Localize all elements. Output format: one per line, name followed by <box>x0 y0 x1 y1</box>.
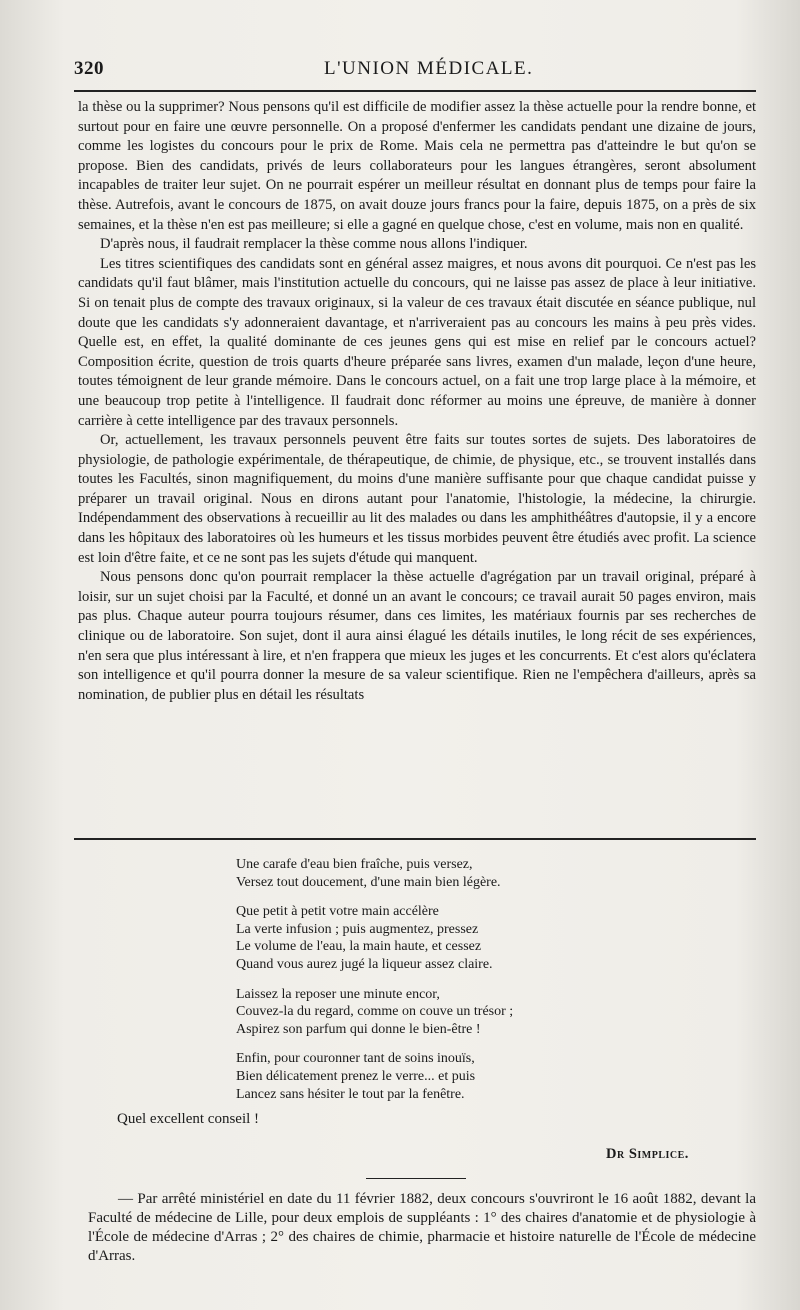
article-body <box>78 98 756 705</box>
section-rule <box>74 838 756 840</box>
poem-line: Versez tout doucement, d'une main bien légère. <box>236 874 501 890</box>
poem-line: Aspirez son parfum qui donne le bien-être ! <box>236 1021 481 1037</box>
journal-title: L'UNION MÉDICALE. <box>324 58 534 79</box>
poem-line: Bien délicatement prenez le verre... et puis <box>236 1068 476 1084</box>
news-notice <box>88 1190 756 1266</box>
poem-stanza <box>236 986 656 1039</box>
poem-line: La verte infusion ; puis augmentez, pressez <box>236 921 479 937</box>
poem-line: Lancez sans hésiter le tout par la fenêtre. <box>236 1086 465 1102</box>
poem-line: Quand vous aurez jugé la liqueur assez claire. <box>236 956 493 972</box>
article-paragraph: Les titres scientifiques des candidats sont en général assez maigres, et nous avons dit pourquoi. Ce n'est pas les candidats qu'il faut blâmer, mais l'institution actuelle du concours, qui ne laisse pas assez de place à leur initiative. Si on tenait plus de compte des travaux originaux, si la valeur de ces travaux était discutée en séance publique, nul doute que les candidats s'y adonneraient davantage, et n'arriveraient pas au concours les mains à peu près vides. Quelle est, en effet, la qualité dominante de ces jeunes gens qui est mise en relief par le concours actuel? Composition écrite, question de trois quarts d'heure préparée sans livres, examen d'un malade, leçon d'une heure, toutes témoignent de leur grande mémoire. Dans le concours actuel, on a fait une trop large place à la mémoire, et une beaucoup trop petite à l'intelligence. Il faudrait donc réformer au moins une épreuve, de manière à donner carrière à cette intelligence par des travaux personnels. <box>78 255 756 429</box>
poem <box>236 856 656 1115</box>
poem-stanza <box>236 1050 656 1103</box>
poem-stanza <box>236 856 656 891</box>
page-header <box>74 58 754 84</box>
article-paragraph: la thèse ou la supprimer? Nous pensons qu'il est difficile de modifier assez la thèse actuelle pour la rendre bonne, et surtout pour en faire une œuvre personnelle. On a proposé d'enfermer les candidats pendant une dizaine de jours, comme les logistes du concours pour le prix de Rome. Mais cela ne permettra pas d'atteindre le but qu'on se propose. Bien des candidats, privés de leurs collaborateurs pour les langues étrangères, seront absolument incapables de traiter leur sujet. On ne pourrait espérer un meilleur résultat en donnant plus de temps pour faire la thèse. Autrefois, avant le concours de 1875, on avait douze jours francs pour la faire, depuis 1875, on a près de six semaines, et la thèse n'en est pas meilleure; si elle a gagné en quelque chose, c'est en volume, mais non en qualité. <box>78 99 756 233</box>
conclusion-text: Quel excellent conseil ! <box>117 1111 260 1127</box>
poem-stanza <box>236 903 656 973</box>
poem-line: Enfin, pour couronner tant de soins inouïs, <box>236 1051 475 1067</box>
header-rule <box>74 90 756 92</box>
article-paragraph: D'après nous, il faudrait remplacer la thèse comme nous allons l'indiquer. <box>100 236 528 253</box>
article-paragraph: Or, actuellement, les travaux personnels peuvent être faits sur toutes sortes de sujets. Des laboratoires de physiologie, de pathologie expérimentale, de thérapeutique, de chimie, de physique, etc., se trouvent installés dans toutes les Facultés, sinon magnifiquement, du moins d'une manière suffisante pour que chaque candidat puisse y préparer un travail original. Nous en dirons autant pour l'anatomie, l'histologie, la médecine, la chirurgie. Indépendamment des observations à recueillir au lit des malades ou dans les amphithéâtres d'autopsie, il y a encore dans les hôpitaux des laboratoires où les humeurs et les tissus morbides peuvent être étudiés avec profit. La science est loin d'être faite, et ce ne sont pas les sujets d'étude qui manquent. <box>78 432 756 566</box>
poem-line: Le volume de l'eau, la main haute, et cessez <box>236 939 482 955</box>
notice-paragraph: — Par arrêté ministériel en date du 11 février 1882, deux concours s'ouvriront le 16 août 1882, devant la Faculté de médecine de Lille, pour deux emplois de suppléants : 1° des chaires d'anatomie et de physiologie à l'École de médecine d'Arras ; 2° des chaires de chimie, pharmacie et histoire naturelle de l'École de médecine d'Arras. <box>88 1191 756 1264</box>
author-signature: Dr Simplice. <box>606 1146 689 1162</box>
poem-line: Une carafe d'eau bien fraîche, puis versez, <box>236 857 473 872</box>
short-rule <box>366 1178 466 1179</box>
poem-line: Couvez-la du regard, comme on couve un trésor ; <box>236 1004 514 1020</box>
article-paragraph: Nous pensons donc qu'on pourrait remplacer la thèse actuelle d'agrégation par un travail original, préparé à loisir, sur un sujet choisi par la Faculté, et donné un an avant le concours; ce travail aurait 50 pages environ, mais pas plus. Chaque auteur pourra toujours résumer, dans ces limites, les matériaux fournis par ses recherches de clinique ou de laboratoire. Son sujet, dont il aura ainsi élagué les détails inutiles, le long récit de ses expériences, n'en sera que plus intéressant à lire, et n'en frappera que mieux les juges et les concurrents. Et c'est alors qu'éclatera son intelligence et qu'il pourra donner la mesure de sa valeur scientifique. Rien ne l'empêchera d'ailleurs, après sa nomination, de publier plus en détail les résultats <box>78 569 756 703</box>
page-number: 320 <box>74 58 104 79</box>
poem-line: Laissez la reposer une minute encor, <box>236 986 440 1002</box>
poem-line: Que petit à petit votre main accélère <box>236 904 439 920</box>
